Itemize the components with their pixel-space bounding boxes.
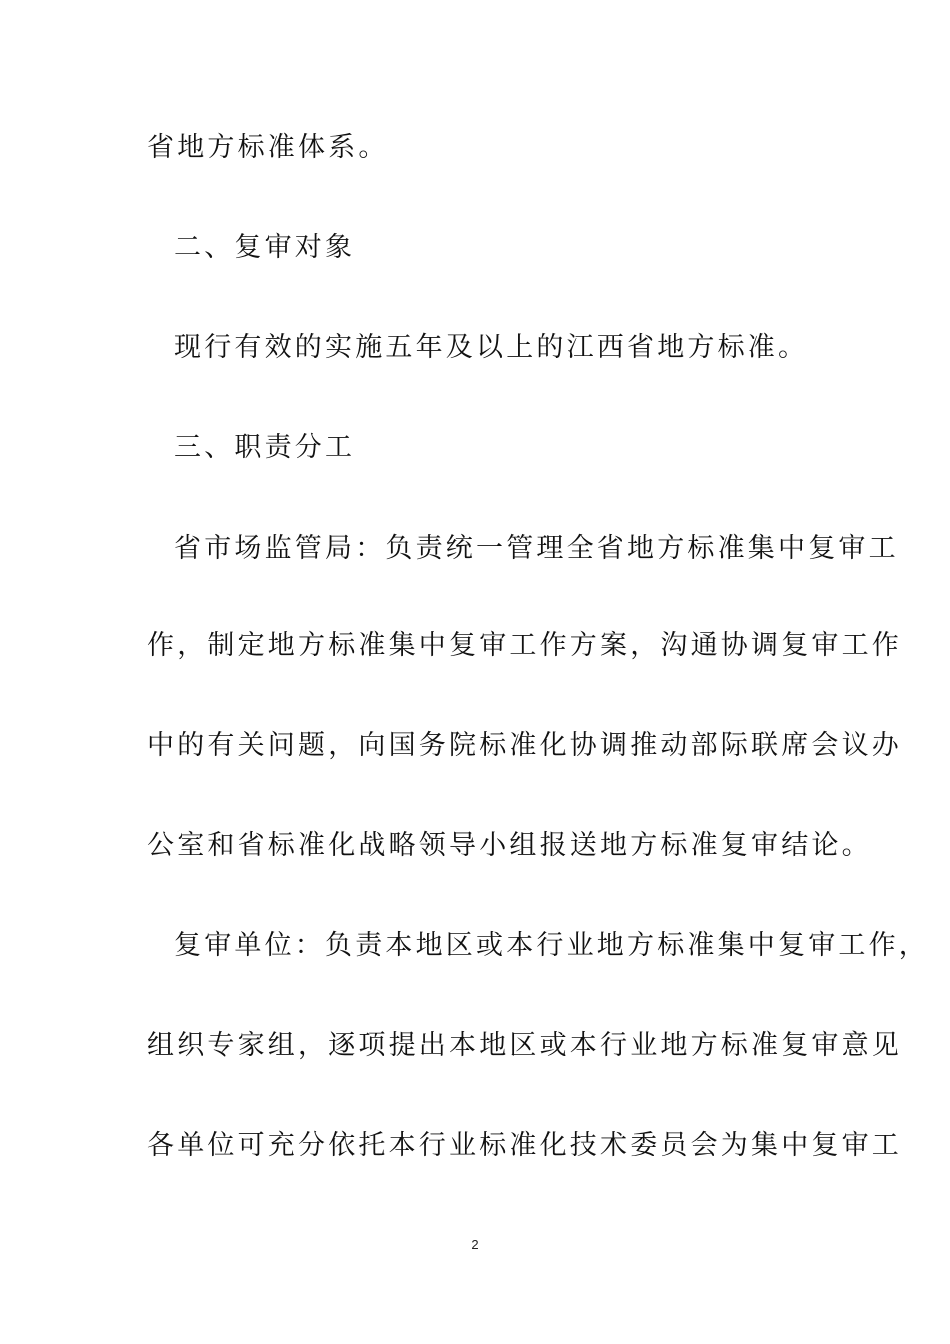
- paragraph-line: 中的有关问题，向国务院标准化协调推动部际联席会议办: [147, 730, 902, 761]
- section-heading-review-object: 二、复审对象: [174, 232, 356, 263]
- paragraph-line: 组织专家组，逐项提出本地区或本行业地方标准复审意见: [147, 1030, 902, 1061]
- paragraph-line: 各单位可充分依托本行业标准化技术委员会为集中复审工: [147, 1130, 902, 1161]
- paragraph-line: 省市场监管局：负责统一管理全省地方标准集中复审工: [174, 533, 899, 564]
- paragraph-line: 省地方标准体系。: [147, 132, 389, 163]
- paragraph-line: 作，制定地方标准集中复审工作方案，沟通协调复审工作: [147, 630, 902, 661]
- paragraph-line: 复审单位：负责本地区或本行业地方标准集中复审工作，: [174, 930, 929, 961]
- page-number: 2: [471, 1237, 479, 1252]
- section-heading-responsibilities: 三、职责分工: [174, 432, 356, 463]
- paragraph-line: 现行有效的实施五年及以上的江西省地方标准。: [174, 332, 809, 363]
- paragraph-line: 公室和省标准化战略领导小组报送地方标准复审结论。: [147, 830, 872, 861]
